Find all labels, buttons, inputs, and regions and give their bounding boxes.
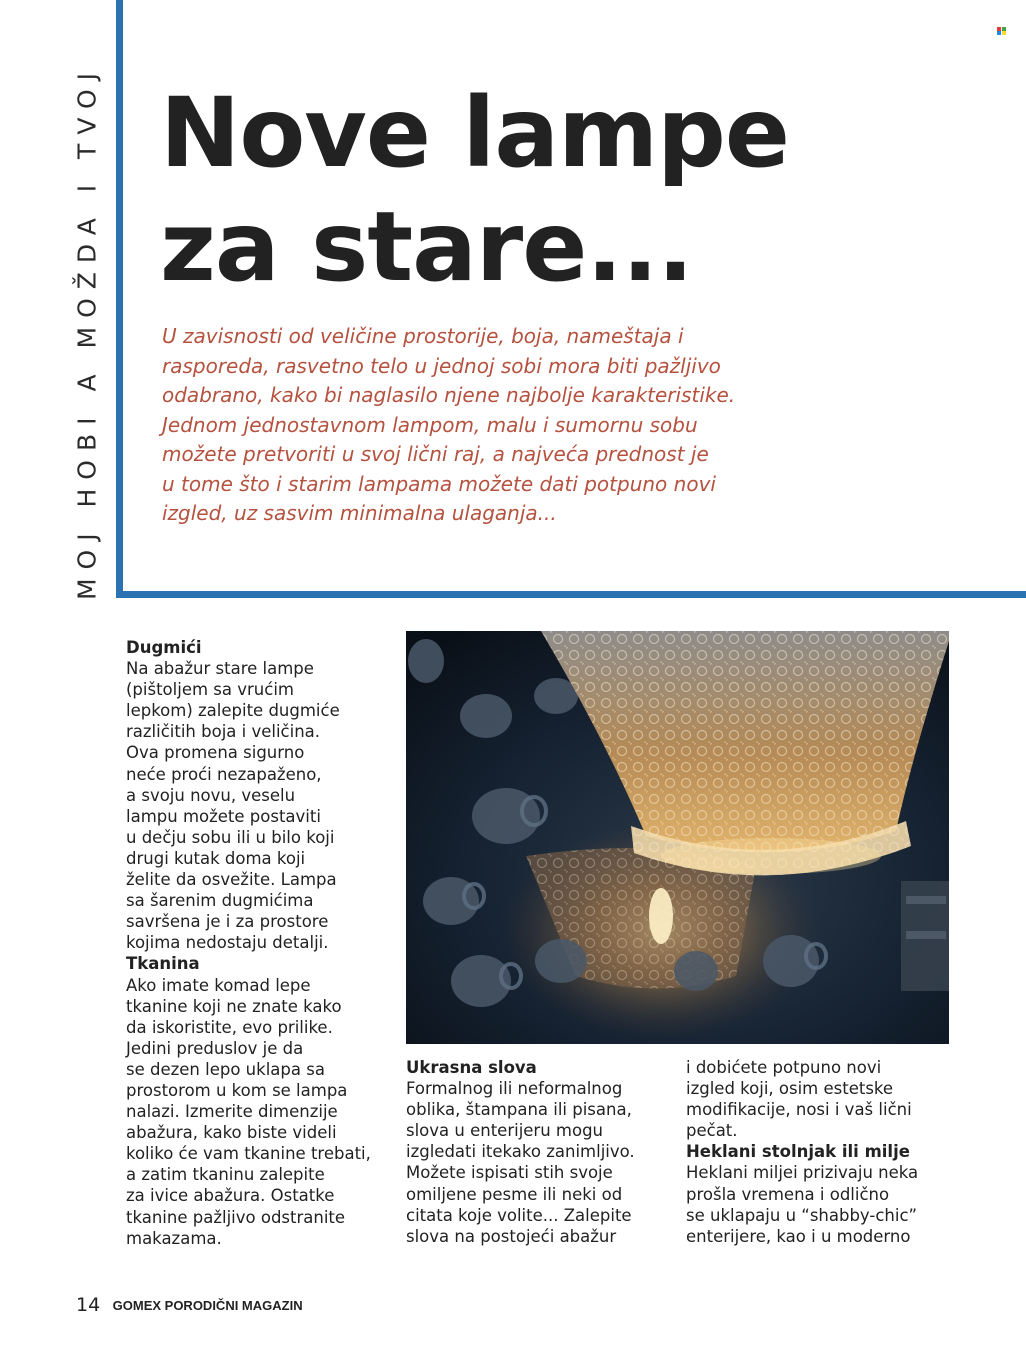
body-line: neće proći nezapaženo, (126, 764, 322, 784)
intro-line: možete pretvoriti u svoj lični raj, a najveća prednost je (162, 442, 709, 466)
body-line: Možete ispisati stih svoje (406, 1163, 613, 1183)
body-line: za ivice abažura. Ostatke (126, 1186, 335, 1206)
publisher-logo-icon (997, 27, 1006, 35)
page-number: 14 (76, 1294, 101, 1316)
article-column-1 (126, 637, 371, 1249)
body-line: Formalnog ili neformalnog (406, 1079, 623, 1099)
article-column-2 (406, 1057, 635, 1247)
body-line: pečat. (686, 1121, 738, 1141)
body-line: prošla vremena i odlično (686, 1184, 890, 1204)
body-line: makazama. (126, 1228, 222, 1248)
body-line: savršena je i za prostore (126, 912, 329, 932)
body-line: abažura, kako biste videli (126, 1123, 337, 1143)
body-line: i dobićete potpuno novi (686, 1058, 882, 1077)
intro-line: U zavisnosti od veličine prostorije, boja, nameštaja i (162, 324, 684, 348)
body-line: tkanine koji ne znate kako (126, 996, 342, 1016)
body-line: Ova promena sigurno (126, 743, 305, 763)
body-line: izgledati itekako zanimljivo. (406, 1142, 635, 1162)
body-line: slova u enterijeru mogu (406, 1121, 604, 1141)
body-line: Ako imate komad lepe (126, 975, 311, 995)
body-line: a svoju novu, veselu (126, 785, 296, 805)
body-line: nalazi. Izmerite dimenzije (126, 1102, 338, 1122)
magazine-name: GOMEX PORODIČNI MAGAZIN (112, 1297, 303, 1313)
intro-line: rasporeda, rasvetno telo u jednoj sobi mora biti pažljivo (162, 353, 721, 378)
body-line: da iskoristite, evo prilike. (126, 1017, 333, 1037)
accent-vertical-rule (116, 0, 123, 598)
intro-line: odabrano, kako bi naglasilo njene najbolje karakteristike. (162, 383, 736, 407)
body-line: (pištoljem sa vrućim (126, 680, 294, 700)
intro-line: Jednom jednostavnom lampom, malu i sumornu sobu (162, 412, 698, 437)
body-line: modifikacije, nosi i vaš lični (686, 1100, 912, 1120)
body-line: koliko će vam tkanine trebati, (126, 1144, 371, 1164)
body-line: a zatim tkaninu zalepite (126, 1165, 325, 1185)
subheading-buttons: Dugmići (126, 638, 202, 657)
photo-illustration (406, 631, 949, 1044)
body-line: lepkom) zalepite dugmiće (126, 701, 340, 721)
body-line: želite da osvežite. Lampa (126, 870, 337, 890)
body-line: kojima nedostaju detalji. (126, 933, 329, 953)
intro-line: u tome što i starim lampama možete dati potpuno novi (162, 471, 716, 496)
title-line: za stare... (160, 191, 693, 303)
page-title (160, 76, 789, 304)
body-line: prostorom u kom se lampa (126, 1080, 348, 1100)
subheading-crochet: Heklani stolnjak ili milje (686, 1142, 910, 1162)
body-line: sa šarenim dugmićima (126, 891, 314, 911)
body-line: različitih boja i veličina. (126, 722, 321, 742)
subheading-fabric: Tkanina (126, 954, 200, 974)
title-line: Nove lampe (160, 77, 789, 189)
body-line: u dečju sobu ili u bilo koji (126, 827, 335, 847)
body-line: enterijere, kao i u moderno (686, 1226, 911, 1246)
body-line: omiljene pesme ili neki od (406, 1184, 623, 1204)
body-line: slova na postojeći abažur (406, 1226, 617, 1246)
intro-paragraph (162, 322, 762, 529)
body-line: tkanine pažljivo odstranite (126, 1207, 346, 1227)
body-line: Na abažur stare lampe (126, 659, 314, 679)
body-line: izgled koji, osim estetske (686, 1079, 894, 1099)
page-footer (76, 1294, 303, 1316)
subheading-letters: Ukrasna slova (406, 1058, 537, 1077)
body-line: citata koje volite... Zalepite (406, 1205, 632, 1225)
lace-lamp-photo (406, 631, 949, 1044)
section-label: MOJ HOBI A MOŽDA I TVOJ (72, 63, 102, 601)
article-column-3 (686, 1057, 918, 1247)
body-line: lampu možete postaviti (126, 806, 321, 826)
body-line: drugi kutak doma koji (126, 848, 306, 868)
body-line: Heklani miljei prizivaju neka (686, 1163, 919, 1183)
body-line: se dezen lepo uklapa sa (126, 1059, 325, 1079)
body-line: se uklapaju u “shabby-chic” (686, 1205, 918, 1225)
intro-line: izgled, uz sasvim minimalna ulaganja... (162, 501, 557, 525)
body-line: oblika, štampana ili pisana, (406, 1100, 632, 1120)
body-line: Jedini preduslov je da (126, 1038, 304, 1058)
accent-horizontal-rule (116, 591, 1026, 598)
